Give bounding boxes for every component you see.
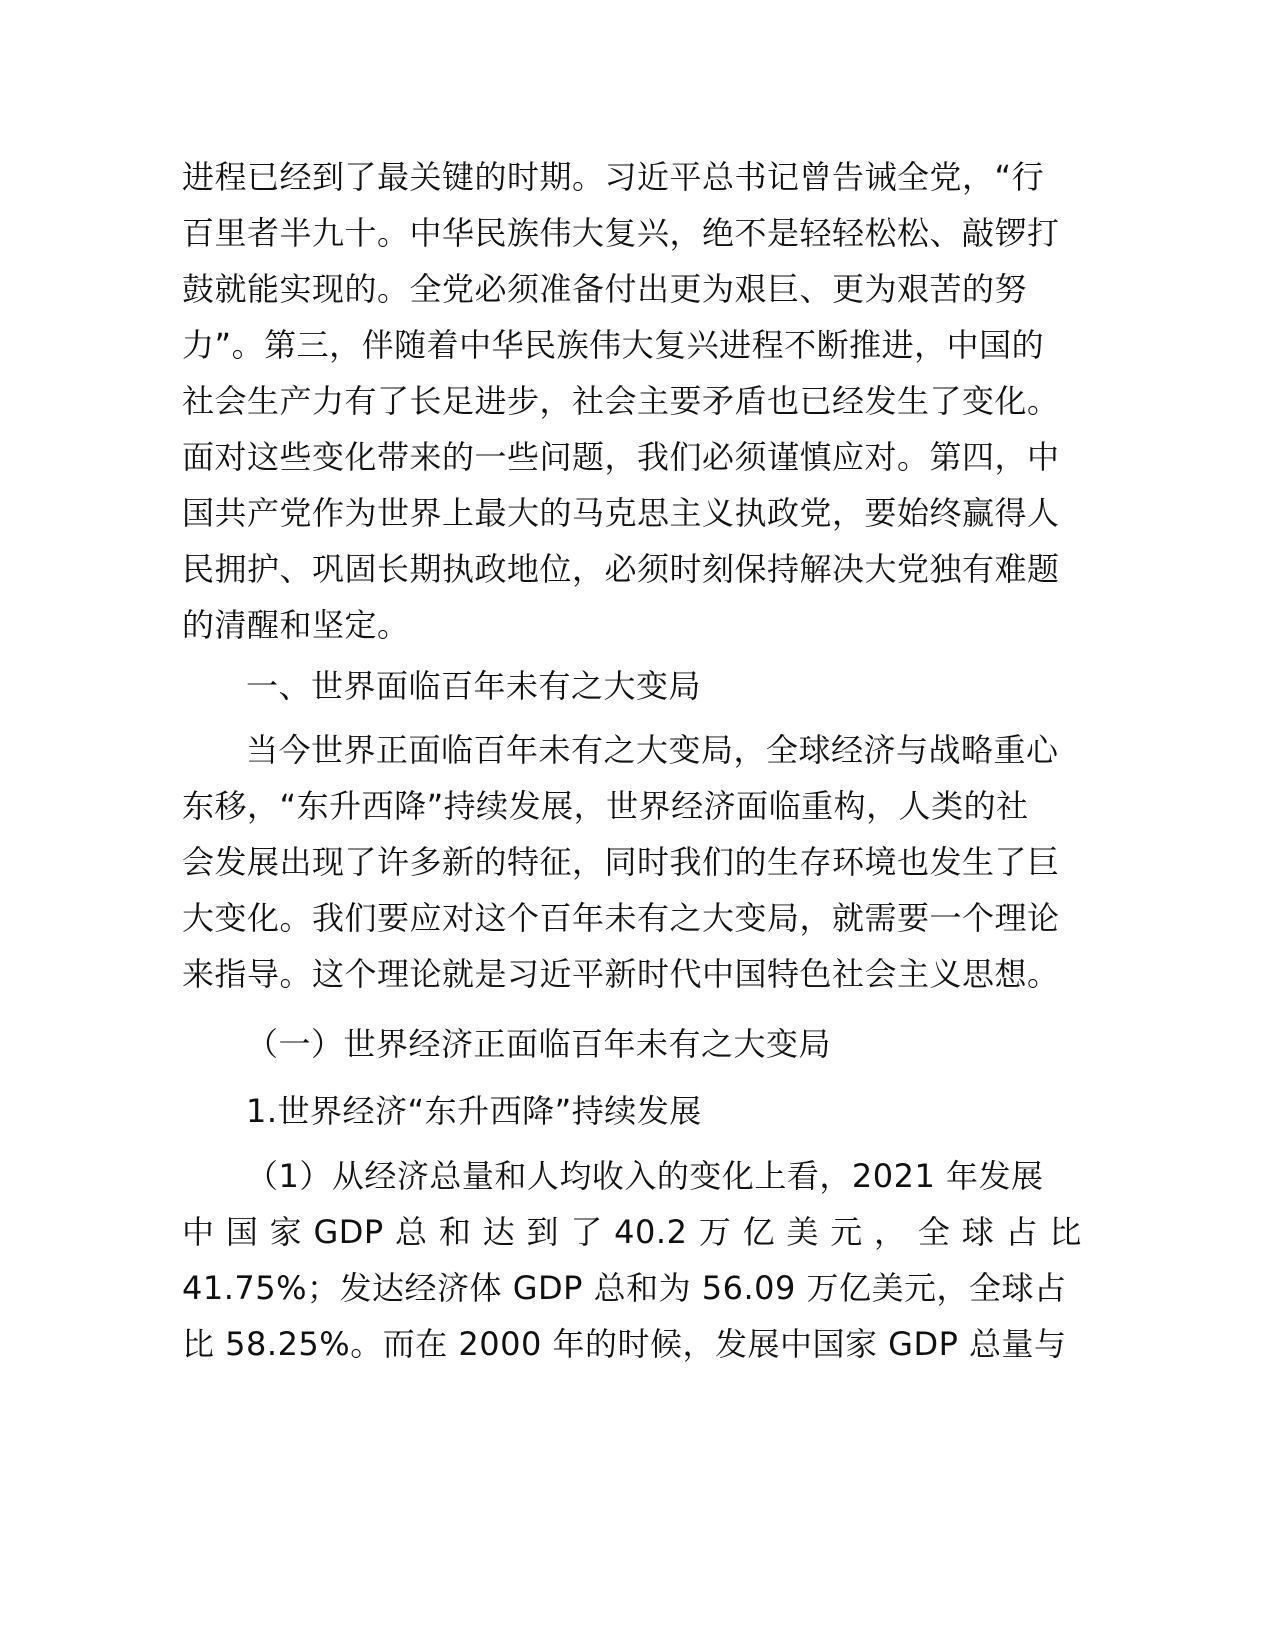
word: 亿 — [742, 1213, 776, 1251]
word: 40.2 — [614, 1213, 688, 1251]
word: 美 — [786, 1213, 819, 1251]
word: 国 — [225, 1213, 259, 1251]
word: 全 — [917, 1213, 951, 1251]
word: 总 — [395, 1213, 428, 1251]
text-line: 民拥护、巩固长期执政地位，必须时刻保持解决大党独有难题 — [182, 550, 1060, 588]
text-line: 社会生产力有了长足进步，社会主要矛盾也已经发生了变化。 — [182, 382, 1060, 420]
text-line: （1）从经济总量和人均收入的变化上看，2021 年发展 — [246, 1157, 1044, 1195]
word: 到 — [526, 1213, 560, 1251]
subsection-heading: （一）世界经济正面临百年未有之大变局 — [246, 1025, 832, 1063]
text-line: 面对这些变化带来的一些问题，我们必须谨慎应对。第四，中 — [182, 438, 1060, 476]
word: 和 — [438, 1213, 472, 1251]
word: 球 — [961, 1213, 995, 1251]
justified-text-line — [182, 1208, 1082, 1256]
word: 万 — [698, 1213, 732, 1251]
text-line: 力”。第三，伴随着中华民族伟大复兴进程不断推进，中国的 — [182, 326, 1045, 364]
text-line: 国共产党作为世界上最大的马克思主义执政党，要始终赢得人 — [182, 494, 1060, 532]
text-line: 进程已经到了最关键的时期。习近平总书记曾告诫全党，“行 — [182, 158, 1045, 196]
text-line: 比 58.25%。而在 2000 年的时候，发展中国家 GDP 总量与 — [182, 1325, 1067, 1363]
text-line: 来指导。这个理论就是习近平新时代中国特色社会主义思想。 — [182, 955, 1060, 993]
word: 比 — [1049, 1213, 1082, 1251]
word: 家 — [269, 1213, 303, 1251]
word: ， — [874, 1213, 907, 1251]
word: 元 — [830, 1213, 863, 1251]
text-line: 大变化。我们要应对这个百年未有之大变局，就需要一个理论 — [182, 899, 1060, 937]
text-line: 41.75%；发达经济体 GDP 总和为 56.09 万亿美元，全球占 — [182, 1269, 1067, 1307]
word: 中 — [182, 1213, 215, 1251]
text-line: 东移，“东升西降”持续发展，世界经济面临重构，人类的社 — [182, 787, 1029, 825]
section-heading: 一、世界面临百年未有之大变局 — [246, 667, 702, 705]
text-line: 鼓就能实现的。全党必须准备付出更为艰巨、更为艰苦的努 — [182, 270, 1028, 308]
word: 达 — [482, 1213, 516, 1251]
word: GDP — [313, 1213, 384, 1251]
subsection-heading: 1.世界经济“东升西降”持续发展 — [246, 1092, 702, 1130]
text-line: 百里者半九十。中华民族伟大复兴，绝不是轻轻松松、敲锣打 — [182, 214, 1060, 252]
word: 了 — [570, 1213, 603, 1251]
text-line: 当今世界正面临百年未有之大变局，全球经济与战略重心 — [246, 731, 1059, 769]
text-line: 会发展出现了许多新的特征，同时我们的生存环境也发生了巨 — [182, 843, 1060, 881]
text-line: 的清醒和坚定。 — [182, 606, 410, 644]
word: 占 — [1005, 1213, 1039, 1251]
